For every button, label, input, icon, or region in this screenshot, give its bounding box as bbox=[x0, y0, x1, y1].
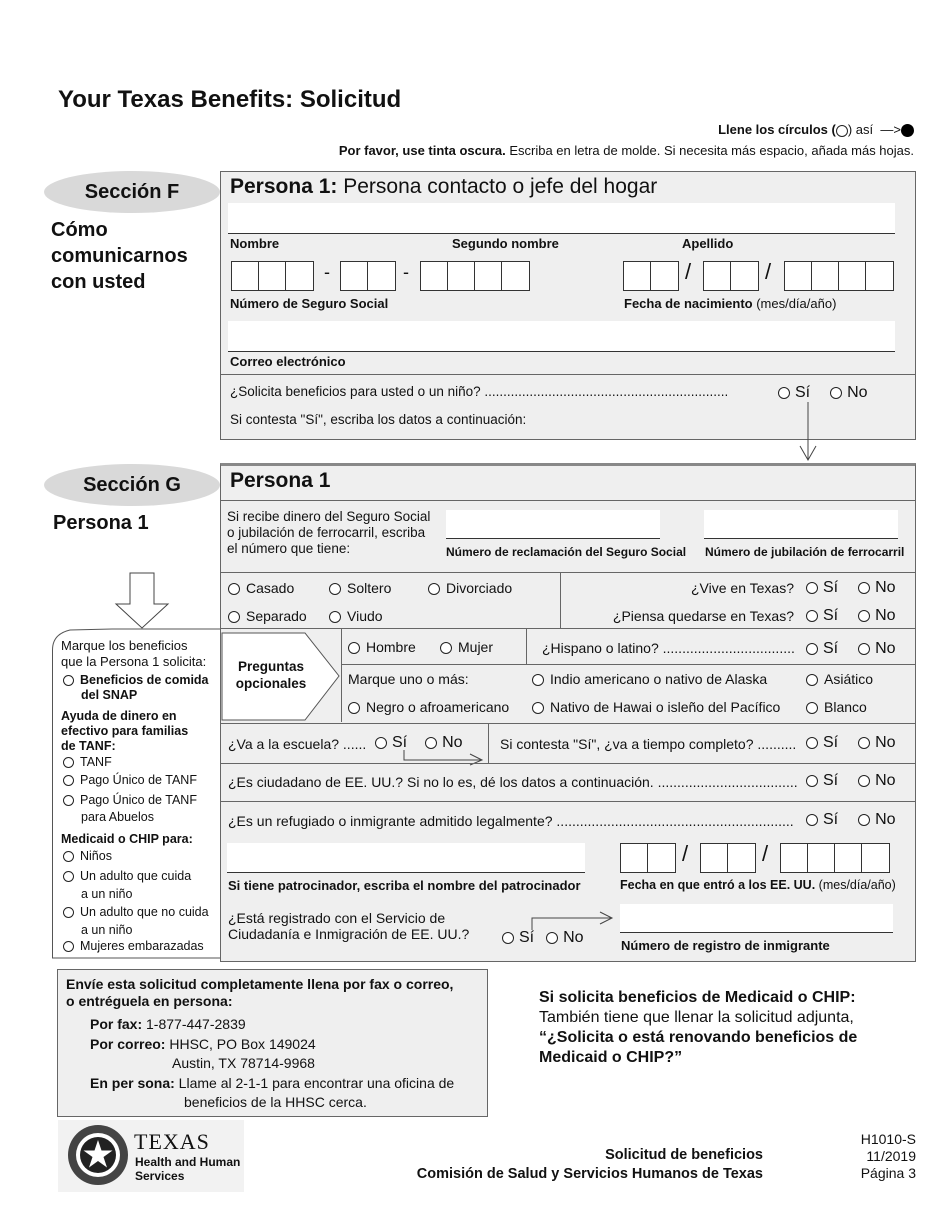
stay-texas-yes-radio[interactable] bbox=[806, 610, 818, 622]
logo-subtitle: Health and Human Services bbox=[135, 1155, 241, 1183]
tanf-checkbox[interactable] bbox=[63, 757, 74, 768]
apply-yes-radio[interactable] bbox=[778, 387, 790, 399]
hhs-logo bbox=[58, 1120, 244, 1192]
footer-document-title: Solicitud de beneficios Comisión de Salud y Servicios Humanos de Texas bbox=[416, 1147, 763, 1182]
slash-separator: / bbox=[685, 259, 692, 284]
ss-claim-input[interactable] bbox=[446, 510, 660, 539]
children-checkbox[interactable] bbox=[63, 851, 74, 862]
section-g-label: Sección G bbox=[44, 464, 220, 506]
citizen-yes-radio[interactable] bbox=[806, 775, 818, 787]
divider bbox=[220, 500, 916, 501]
refugee-no-radio[interactable] bbox=[858, 814, 870, 826]
entry-month-input[interactable] bbox=[620, 843, 676, 873]
hispanic-no-radio[interactable] bbox=[858, 643, 870, 655]
refugee-yes-no: Sí No bbox=[806, 811, 896, 829]
railroad-label: Número de jubilación de ferrocarril bbox=[705, 545, 905, 559]
full-time-question: Si contesta "Sí", ¿va a tiempo completo? .......... bbox=[500, 736, 797, 752]
black-checkbox[interactable] bbox=[348, 702, 360, 714]
apply-yes-no: Sí No bbox=[778, 384, 868, 402]
male-option: Hombre bbox=[348, 639, 416, 655]
snap-option: Beneficios de comida del SNAP bbox=[63, 673, 209, 703]
ink-instructions: Por favor, use tinta oscura. Escriba en letra de molde. Si necesita más espacio, añada más hojas. bbox=[338, 143, 914, 158]
form-id: H1010-S bbox=[860, 1131, 916, 1147]
widowed-option: Viudo bbox=[329, 608, 383, 624]
ssn-input-part2[interactable] bbox=[340, 261, 396, 291]
ssn-input-part1[interactable] bbox=[231, 261, 314, 291]
white-checkbox[interactable] bbox=[806, 702, 818, 714]
american-indian-option: Indio americano o nativo de Alaska bbox=[532, 671, 767, 687]
white-option: Blanco bbox=[806, 699, 867, 715]
married-option: Casado bbox=[228, 580, 294, 596]
dash-separator: - bbox=[324, 262, 330, 282]
medicaid-heading: Medicaid o CHIP para: bbox=[61, 832, 193, 846]
tanf-grandparents-checkbox[interactable] bbox=[63, 795, 74, 806]
tanf-one-time-checkbox[interactable] bbox=[63, 775, 74, 786]
ssn-label: Número de Seguro Social bbox=[230, 296, 389, 311]
divider bbox=[220, 723, 916, 724]
hawaiian-option: Nativo de Hawai o isleño del Pacífico bbox=[532, 699, 780, 715]
stay-texas-no-radio[interactable] bbox=[858, 610, 870, 622]
slash-separator: / bbox=[762, 841, 769, 866]
hispanic-yes-no: Sí No bbox=[806, 640, 896, 658]
ssn-input-part3[interactable] bbox=[420, 261, 530, 291]
section-f-label: Sección F bbox=[44, 171, 220, 213]
american-indian-checkbox[interactable] bbox=[532, 674, 544, 686]
divider bbox=[560, 572, 561, 628]
stay-texas-question: ¿Piensa quedarse en Texas? bbox=[612, 608, 794, 624]
texas-seal-icon bbox=[66, 1123, 130, 1187]
medicaid-note: Si solicita beneficios de Medicaid o CHIP: También tiene que llenar la solicitud adjunta, “¿Solicita o está renovando beneficios de Medicaid o CHIP?” bbox=[539, 989, 858, 1066]
divider bbox=[220, 572, 916, 573]
adult-caring-option: Un adulto que cuida a un niño bbox=[63, 867, 191, 903]
benefits-intro: Marque los beneficios que la Persona 1 solicita: bbox=[61, 638, 207, 669]
dob-day-input[interactable] bbox=[703, 261, 759, 291]
separated-option: Separado bbox=[228, 608, 307, 624]
citizen-yes-no: Sí No bbox=[806, 772, 896, 790]
uscis-yes-no: Sí No bbox=[502, 929, 584, 947]
single-option: Soltero bbox=[329, 580, 391, 596]
mail-line: Por correo: HHSC, PO Box 149024 bbox=[90, 1036, 316, 1052]
section-g-heading: Persona 1 bbox=[230, 469, 331, 492]
form-date: 11/2019 bbox=[866, 1148, 916, 1164]
black-option: Negro o afroamericano bbox=[348, 699, 509, 715]
email-label: Correo electrónico bbox=[230, 354, 346, 369]
section-f-title: Cómo comunicarnos con usted bbox=[51, 219, 188, 293]
email-input[interactable] bbox=[228, 321, 895, 352]
tanf-grandparents-option: Pago Único de TANF para Abuelos bbox=[63, 792, 197, 826]
pregnant-option: Mujeres embarazadas bbox=[63, 939, 204, 953]
citizen-no-radio[interactable] bbox=[858, 775, 870, 787]
full-time-yes-radio[interactable] bbox=[806, 737, 818, 749]
in-person-line: En per sona: Llame al 2-1-1 para encontrar una oficina de bbox=[90, 1075, 455, 1091]
pregnant-checkbox[interactable] bbox=[63, 941, 74, 952]
refugee-question: ¿Es un refugiado o inmigrante admitido legalmente? ............................................................. bbox=[228, 813, 794, 829]
adult-not-caring-option: Un adulto que no cuida a un niño bbox=[63, 903, 209, 939]
asian-checkbox[interactable] bbox=[806, 674, 818, 686]
dash-separator: - bbox=[403, 262, 409, 282]
send-heading: Envíe esta solicitud completamente llena por fax o correo, o entréguela en persona: bbox=[66, 976, 454, 1009]
section-g-title: Persona 1 bbox=[53, 512, 149, 534]
apply-no-radio[interactable] bbox=[830, 387, 842, 399]
dob-year-input[interactable] bbox=[784, 261, 894, 291]
divorced-radio[interactable] bbox=[428, 583, 440, 595]
sponsor-input[interactable] bbox=[227, 843, 585, 873]
empty-circle-icon bbox=[836, 125, 848, 137]
divider bbox=[220, 763, 916, 764]
refugee-yes-radio[interactable] bbox=[806, 814, 818, 826]
stay-texas-yes-no: Sí No bbox=[806, 607, 896, 625]
tanf-heading: Ayuda de dinero en efectivo para familias de TANF: bbox=[61, 709, 189, 753]
school-yes-no: Sí No bbox=[375, 734, 463, 752]
divider bbox=[220, 374, 916, 375]
divider bbox=[220, 628, 916, 629]
tanf-one-time-option: Pago Único de TANF bbox=[63, 773, 197, 787]
dob-label: Fecha de nacimiento (mes/día/año) bbox=[624, 296, 837, 311]
ss-instructions: Si recibe dinero del Seguro Social o jubilación de ferrocarril, escriba el número que tiene: bbox=[227, 509, 431, 556]
school-no-radio[interactable] bbox=[425, 737, 437, 749]
last-name-label: Apellido bbox=[682, 236, 734, 251]
live-texas-question: ¿Vive en Texas? bbox=[691, 580, 794, 596]
single-radio[interactable] bbox=[329, 583, 341, 595]
divider bbox=[220, 801, 916, 802]
ss-claim-label: Número de reclamación del Seguro Social bbox=[446, 545, 687, 559]
alien-number-input[interactable] bbox=[620, 904, 893, 933]
dob-month-input[interactable] bbox=[623, 261, 679, 291]
adult-caring-checkbox[interactable] bbox=[63, 871, 74, 882]
children-option: Niños bbox=[63, 849, 112, 863]
female-option: Mujer bbox=[440, 639, 493, 655]
hawaiian-checkbox[interactable] bbox=[532, 702, 544, 714]
divider bbox=[526, 628, 527, 664]
fax-line: Por fax: 1-877-447-2839 bbox=[90, 1016, 246, 1032]
female-radio[interactable] bbox=[440, 642, 452, 654]
snap-checkbox[interactable] bbox=[63, 675, 74, 686]
asian-option: Asiático bbox=[806, 671, 873, 687]
divorced-option: Divorciado bbox=[428, 580, 512, 596]
slash-separator: / bbox=[765, 259, 772, 284]
mark-one-label: Marque uno o más: bbox=[348, 671, 469, 687]
footer-form-info bbox=[861, 1131, 916, 1182]
uscis-question: ¿Está registrado con el Servicio de Ciudadanía e Inmigración de EE. UU.? bbox=[228, 910, 470, 942]
name-label: Nombre bbox=[230, 236, 280, 251]
hispanic-yes-radio[interactable] bbox=[806, 643, 818, 655]
if-yes-note: Si contesta "Sí", escriba los datos a continuación: bbox=[230, 412, 527, 427]
separated-radio[interactable] bbox=[228, 611, 240, 623]
mail-city: Austin, TX 78714-9968 bbox=[172, 1055, 315, 1071]
widowed-radio[interactable] bbox=[329, 611, 341, 623]
full-time-no-radio[interactable] bbox=[858, 737, 870, 749]
married-radio[interactable] bbox=[228, 583, 240, 595]
uscis-yes-radio[interactable] bbox=[502, 932, 514, 944]
in-person-line-2: beneficios de la HHSC cerca. bbox=[184, 1094, 367, 1110]
logo-title: TEXAS bbox=[134, 1129, 210, 1154]
page-title: Your Texas Benefits: Solicitud bbox=[58, 86, 402, 113]
entry-day-input[interactable] bbox=[700, 843, 756, 873]
live-texas-yes-no: Sí No bbox=[806, 579, 896, 597]
divider bbox=[341, 628, 342, 722]
live-texas-no-radio[interactable] bbox=[858, 582, 870, 594]
full-time-yes-no: Sí No bbox=[806, 734, 896, 752]
right-arrow-icon bbox=[528, 910, 616, 934]
optional-questions-label: Preguntas opcionales bbox=[235, 659, 307, 691]
tanf-option: TANF bbox=[63, 755, 112, 769]
live-texas-yes-radio[interactable] bbox=[806, 582, 818, 594]
citizen-question: ¿Es ciudadano de EE. UU.? Si no lo es, dé los datos a continuación. .................................... bbox=[228, 774, 798, 790]
alien-number-label: Número de registro de inmigrante bbox=[621, 938, 830, 953]
filled-circle-icon bbox=[901, 124, 914, 137]
middle-name-label: Segundo nombre bbox=[452, 236, 559, 251]
down-arrow-icon bbox=[796, 398, 822, 464]
apply-question: ¿Solicita beneficios para usted o un niño? ................................................................. bbox=[230, 384, 729, 399]
page-number: Página 3 bbox=[860, 1165, 916, 1181]
railroad-input[interactable] bbox=[704, 510, 898, 539]
divider bbox=[341, 664, 916, 665]
slash-separator: / bbox=[682, 841, 689, 866]
sponsor-label: Si tiene patrocinador, escriba el nombre del patrocinador bbox=[228, 878, 581, 893]
fill-instructions: Llene los círculos ( ) así —> bbox=[718, 122, 914, 137]
down-arrow-icon bbox=[114, 572, 170, 630]
divider bbox=[488, 723, 489, 763]
male-radio[interactable] bbox=[348, 642, 360, 654]
school-question: ¿Va a la escuela? ...... bbox=[228, 736, 367, 752]
adult-not-caring-checkbox[interactable] bbox=[63, 907, 74, 918]
school-yes-radio[interactable] bbox=[375, 737, 387, 749]
hispanic-question: ¿Hispano o latino? .................................. bbox=[542, 640, 795, 656]
name-input[interactable] bbox=[228, 203, 895, 234]
entry-date-label: Fecha en que entró a los EE. UU. (mes/día/año) bbox=[620, 878, 896, 892]
section-f-heading: Persona 1: Persona contacto o jefe del hogar bbox=[230, 175, 658, 198]
entry-year-input[interactable] bbox=[780, 843, 890, 873]
